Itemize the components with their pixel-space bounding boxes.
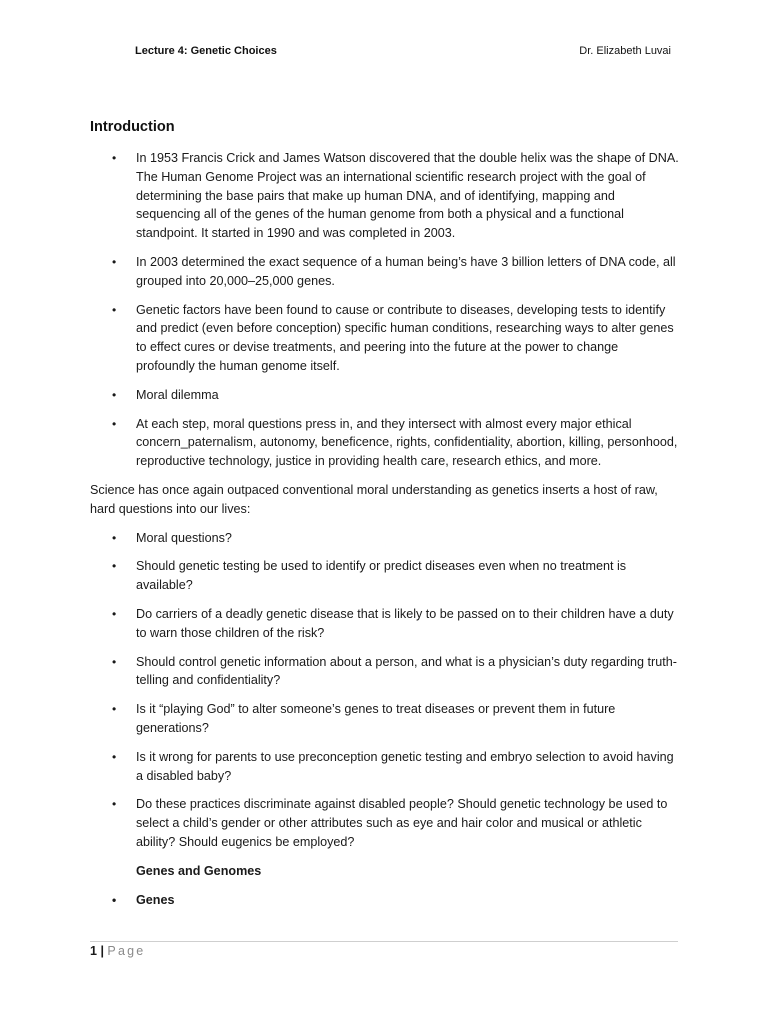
- list-item: • In 1953 Francis Crick and James Watson discovered that the double helix was the shape of DNA. The Human Genome Project was an international scientific research project with the goal of determining the base pairs that make up human DNA, and of identifying, mapping and sequencing all of the genes of the human genome from both a physical and a functional standpoint. It started in 1990 and was completed in 2003.: [112, 151, 679, 241]
- bullet-icon: •: [112, 416, 117, 431]
- list-item: • Do carriers of a deadly genetic disease that is likely to be passed on to their children have a duty to warn those children of the risk?: [112, 606, 674, 640]
- question-bullet-list: [90, 529, 680, 852]
- bullet-icon: •: [112, 797, 117, 812]
- bullet-icon: •: [112, 254, 117, 269]
- bullet-icon: •: [112, 654, 117, 669]
- bullet-icon: •: [112, 606, 117, 621]
- list-item: • Is it “playing God” to alter someone’s genes to treat diseases or prevent them in future generations?: [112, 702, 616, 735]
- bullet-icon: •: [112, 892, 117, 907]
- page-footer: [90, 944, 145, 958]
- body-paragraph: Science has once again outpaced conventional moral understanding as genetics inserts a host of raw, hard questions into our lives:: [90, 482, 658, 516]
- page-label: Page: [107, 944, 146, 958]
- list-item: • Moral questions?: [90, 529, 680, 548]
- bullet-icon: •: [112, 702, 117, 717]
- document-body: [90, 149, 680, 919]
- list-item: • Should genetic testing be used to identify or predict diseases even when no treatment is available?: [112, 559, 627, 593]
- header-author: Dr. Elizabeth Luvai: [579, 45, 671, 57]
- bullet-icon: •: [112, 530, 117, 545]
- list-item: • Is it wrong for parents to use preconception genetic testing and embryo selection to avoid having a disabled baby?: [112, 749, 674, 783]
- footer-divider: [90, 941, 678, 942]
- genes-bullet-list: [90, 891, 680, 910]
- page-header: [135, 45, 671, 57]
- section-title: Introduction: [90, 119, 175, 135]
- bullet-icon: •: [112, 749, 117, 764]
- list-item: • Genetic factors have been found to cause or contribute to diseases, developing tests to identify and predict (even before conception) specific human conditions, researching ways to alter genes to effect cures or devise treatments, and peering into the future at the power to change profoundly the human genome itself.: [112, 302, 674, 373]
- list-item: • Do these practices discriminate against disabled people? Should genetic technology be used to select a child’s gender or other attributes such as eye and hair color and musical or athletic ability? Should eugenics be employed?: [112, 797, 668, 849]
- footer-separator: |: [100, 944, 104, 958]
- list-item: • Should control genetic information about a person, and what is a physician’s duty regarding truth-telling and confidentiality?: [112, 654, 677, 688]
- bullet-icon: •: [112, 559, 117, 574]
- list-item: • Genes: [90, 891, 680, 910]
- sub-heading: Genes and Genomes: [136, 863, 262, 878]
- list-item: • In 2003 determined the exact sequence of a human being’s have 3 billion letters of DNA code, all grouped into 20,000–25,000 genes.: [112, 254, 676, 288]
- intro-bullet-list: [90, 149, 680, 471]
- bullet-icon: •: [112, 302, 117, 317]
- header-lecture-title: Lecture 4: Genetic Choices: [135, 45, 277, 57]
- bullet-icon: •: [112, 387, 117, 402]
- list-item: • Moral dilemma: [90, 386, 680, 405]
- list-item: • At each step, moral questions press in, and they intersect with almost every major ethical concern_paternalism, autonomy, beneficence, rights, confidentiality, abortion, killing, personhood, reproductive technology, justice in providing health care, research ethics, and more.: [112, 416, 678, 469]
- bullet-icon: •: [112, 151, 117, 165]
- page-number: 1: [90, 944, 97, 958]
